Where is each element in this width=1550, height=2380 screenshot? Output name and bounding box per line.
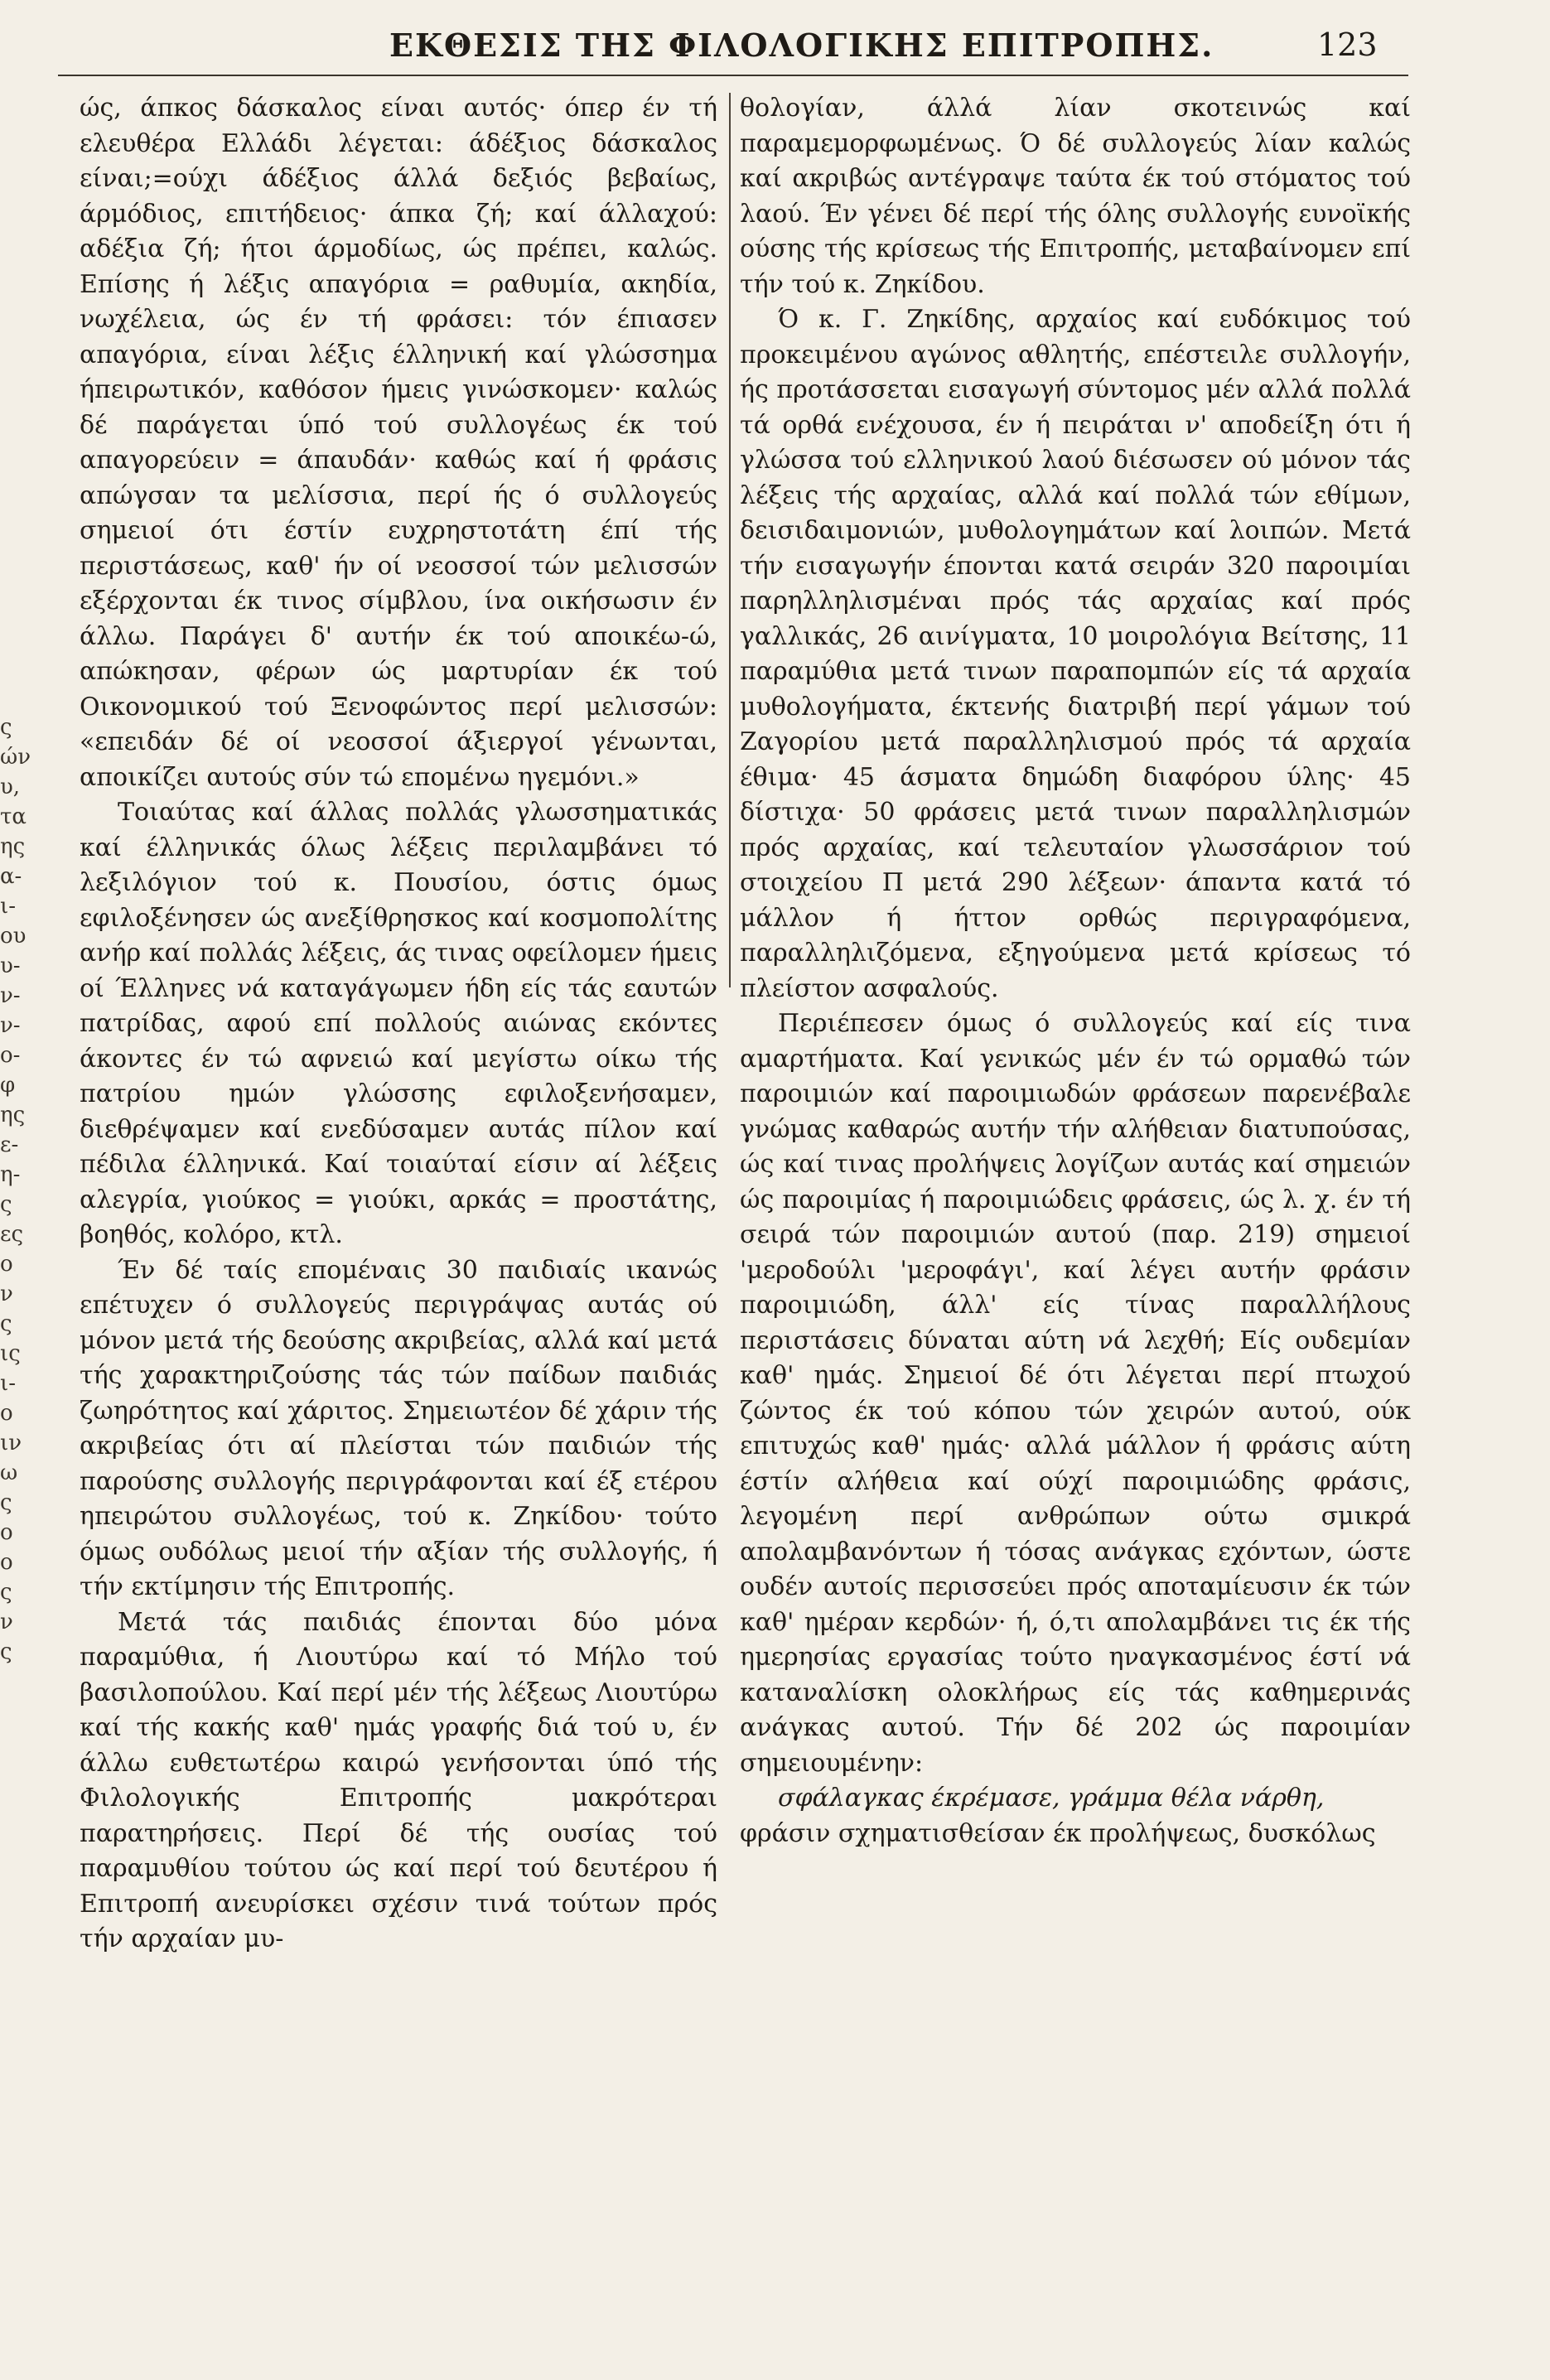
column-divider (729, 93, 731, 987)
running-title: ΕΚΘΕΣΙΣ ΤΗΣ ΦΙΛΟΛΟΓΙΚΗΣ ΕΠΙΤΡΟΠΗΣ. (389, 27, 1214, 64)
paragraph: Ό κ. Γ. Ζηκίδης, αρχαίος καί ευδόκιμος τού προκειμένου αγώνος αθλητής, επέστειλε συλλογήν, ής προτάσσεται εισαγωγή σύντομος μέν αλλά πολλά τά ορθά ενέχουσα, έν ή πειράται ν' αποδείξη ότι ή γλώσσα τού ελληνικού λαού διέσωσεν ού μόνον τάς λέξεις τής αρχαίας, αλλά καί πολλά τών εθίμων, δεισιδαιμονιών, μυθολογημάτων καί λοιπών. Μετά τήν εισαγωγήν έπονται κατά σειράν 320 παροιμίαι παρηλληλισμέναι πρός τάς αρχαίας καί πρός γαλλικάς, 26 αινίγματα, 10 μοιρολόγια Βείτσης, 11 παραμύθια μετά τινων παραπομπών είς τά αρχαία μυθολογήματα, έκτενής διατριβή περί γάμων τού Ζαγορίου μετά παραλληλισμού πρός τά αρχαία έθιμα· 45 άσματα δημώδη διαφόρου ύλης· 45 δίστιχα· 50 φράσεις μετά τινων παραλληλισμών πρός αρχαίας, καί τελευταίον γλωσσάριον τού στοιχείου Π μετά 290 λέξεων· άπαντα κατά τό μάλλον ή ήττον ορθώς περιγραφόμενα, παραλληλιζόμενα, εξηγούμενα μετά κρίσεως τό πλείστον ασφαλούς. (740, 305, 1411, 1003)
right-column (740, 91, 1411, 2360)
page-number: 123 (1317, 27, 1378, 63)
paragraph: Έν δέ ταίς επομέναις 30 παιδιαίς ικανώς επέτυχεν ό συλλογεύς περιγράψας αυτάς ού μόνον μετά τής δεούσης ακριβείας, αλλά καί μετά τής χαρακτηριζούσης τάς τών παίδων παιδιάς ζωηρότητος καί χάριτος. Σημειωτέον δέ χάριν τής ακριβείας ότι αί πλείσται τών παιδιών τής παρούσης συλλογής περιγράφονται καί έξ ετέρου ηπειρώτου συλλογέως, τού κ. Ζηκίδου· τούτο όμως ουδόλως μειοί τήν αξίαν τής συλλογής, ή τήν εκτίμησιν τής Επιτροπής. (80, 1255, 717, 1601)
bleed-through-margin: ς ών υ, τα ης α- ι- ου υ- ν- ν- ο- φ ης ε- η- ς ες ο ν ς ις ι- ο ιν ω ς ο ο ς ν ς (0, 715, 31, 1664)
running-header (0, 12, 1550, 78)
paragraph: θολογίαν, άλλά λίαν σκοτεινώς καί παραμεμορφωμένως. Ό δέ συλλογεύς λίαν καλώς καί ακριβώς αντέγραψε ταύτα έκ τού στόματος τού λαού. Έν γένει δέ περί τής όλης συλλογής ευνοϊκής ούσης τής κρίσεως τής Επιτροπής, μεταβαίνομεν επί τήν τού κ. Ζηκίδου. (740, 94, 1411, 299)
paragraph: Τοιαύτας καί άλλας πολλάς γλωσσηματικάς καί έλληνικάς όλως λέξεις περιλαμβάνει τό λεξιλόγιον τού κ. Πουσίου, όστις όμως εφιλοξένησεν ώς ανεξίθρησκος καί κοσμοπολίτης ανήρ καί πολλάς λέξεις, άς τινας οφείλομεν ήμεις οί Έλληνες νά καταγάγωμεν ήδη είς τάς εαυτών πατρίδας, αφού επί πολλούς αιώνας εκόντες άκοντες έν τώ αφνειώ καί μεγίστω οίκω τής πατρίου ημών γλώσσης εφιλοξενήσαμεν, διεθρέψαμεν καί ενεδύσαμεν αυτάς πίλον καί πέδιλα έλληνικά. Καί τοιαύταί είσιν αί λέξεις αλεγρία, γιούκος = γιούκι, αρκάς = προστάτης, βοηθός, κολόρο, κτλ. (80, 798, 717, 1249)
paragraph: ώς, άπκος δάσκαλος είναι αυτός· όπερ έν τή ελευθέρα Ελλάδι λέγεται: άδέξιος δάσκαλος είναι;=ούχι άδέξιος άλλά δεξιός βεβαίως, άρμόδιος, επιτήδειος· άπκα ζή; καί άλλαχού: αδέξια ζή; ήτοι άρμοδίως, ώς πρέπει, καλώς. Επίσης ή λέξις απαγόρια = ραθυμία, ακηδία, νωχέλεια, ώς έν τή φράσει: τόν έπιασεν απαγόρια, είναι λέξις έλληνική καί γλώσσημα ήπειρωτικόν, καθόσον ήμεις γινώσκομεν· καλώς δέ παράγεται ύπό τού συλλογέως έκ τού απαγορεύειν = άπαυδάν· καθώς καί ή φράσις απώγσαν τα μελίσσια, περί ής ό συλλογεύς σημειοί ότι έστίν ευχρηστοτάτη έπί τής περιστάσεως, καθ' ήν οί νεοσσοί τών μελισσών εξέρχονται έκ τινος σίμβλου, ίνα οικήσωσιν έν άλλω. Παράγει δ' αυτήν έκ τού αποικέω-ώ, απώκησαν, φέρων ώς μαρτυρίαν έκ τού Οικονομικού τού Ξενοφώντος περί μελισσών: «επειδάν δέ οί νεοσσοί άξιεργοί γένωνται, αποικίζει αυτούς σύν τώ επομένω ηγεμόνι.» (80, 94, 717, 792)
paragraph: φράσιν σχηματισθείσαν έκ προλήψεως, δυσκόλως (740, 1818, 1376, 1848)
paragraph: Περιέπεσεν όμως ό συλλογεύς καί είς τινα αμαρτήματα. Καί γενικώς μέν έν τώ ορμαθώ τών παροιμιών καί παροιμιωδών φράσεων παρενέβαλε γνώμας καθαρώς αυτήν τήν αλήθειαν διατυπούσας, ώς καί τινας προλήψεις λογίζων αυτάς καί σημειών ώς παροιμίας ή παροιμιώδεις φράσεις, ώς λ. χ. έν τή σειρά τών παροιμιών αυτού (παρ. 219) σημειοί 'μεροδούλι 'μεροφάγι', καί λέγει αυτήν φράσιν παροιμιώδη, άλλ' είς τίνας παραλλήλους περιστάσεις δύναται αύτη νά λεχθή; Είς ουδεμίαν καθ' ημάς. Σημειοί δέ ότι λέγεται περί πτωχού ζώντος έκ τού κόπου τών χειρών αυτού, ούκ επιτυχώς καθ' ημάς· αλλά μάλλον ή φράσις αύτη έστίν αλήθεια καί ούχί παροιμιώδης φράσις, λεγομένη περί ανθρώπων ούτω σμικρά απολαμβανόντων ή τόσας ανάγκας εχόντων, ώστε ουδέν αυτοίς περισσεύει πρός αποταμίευσιν έκ τών καθ' ημέραν κερδών· ή, ό,τι απολαμβάνει τις έκ τής ημερησίας εργασίας τούτο ηναγκασμένος έστί νά καταναλίσκη ολοκλήρως είς τάς καθημερινάς ανάγκας αυτού. Τήν δέ 202 ώς παροιμίαν σημειουμένην: (740, 1009, 1411, 1778)
paragraph: Μετά τάς παιδιάς έπονται δύο μόνα παραμύθια, ή Λιουτύρω καί τό Μήλο τού βασιλοπούλου. Καί περί μέν τής λέξεως Λιουτύρω καί τής κακής καθ' ημάς γραφής διά τού υ, έν άλλω ευθετωτέρω καιρώ γενήσονται ύπό τής Φιλολογικής Επιτροπής μακρότεραι παρατηρήσεις. Περί δέ τής ουσίας τού παραμυθίου τούτου ώς καί περί τού δευτέρου ή Επιτροπή ανευρίσκει σχέσιν τινά τούτων πρός τήν αρχαίαν μυ- (80, 1607, 717, 1953)
left-column (80, 91, 717, 2360)
proverb-quote: σφάλαγκας έκρέμασε, γράμμα θέλα νάρθη, (778, 1784, 1325, 1813)
header-rule (58, 75, 1408, 76)
